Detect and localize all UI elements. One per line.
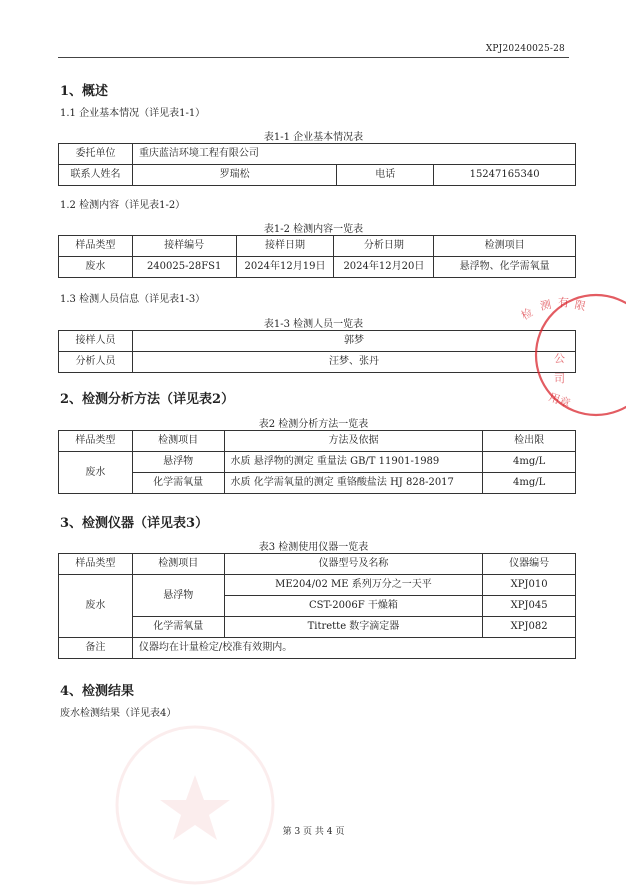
- table-cell: 4mg/L: [483, 452, 576, 473]
- table-cell: XPJ010: [483, 575, 576, 596]
- svg-text:用章: 用章: [546, 390, 573, 411]
- table-cell: XPJ045: [483, 596, 576, 617]
- company-info-table: [58, 143, 576, 186]
- header-cell: 样品类型: [59, 554, 133, 575]
- phone-value: 15247165340: [434, 165, 576, 186]
- detection-content-table: [58, 235, 576, 278]
- note-value: 仪器均在计量检定/校准有效期内。: [132, 638, 575, 659]
- faint-seal-icon: [110, 720, 280, 890]
- table-2-caption: 表2 检测分析方法一览表: [258, 419, 369, 430]
- header-cell: 接样编号: [132, 236, 236, 257]
- header-cell: 样品类型: [59, 236, 133, 257]
- client-value: 重庆蓝洁环境工程有限公司: [132, 144, 575, 165]
- table-cell: 2024年12月20日: [334, 257, 434, 278]
- table-cell: 4mg/L: [483, 473, 576, 494]
- table-cell: 悬浮物: [132, 575, 224, 617]
- svg-text:检: 检: [519, 305, 536, 323]
- page-number: 第 3 页 共 4 页: [282, 827, 345, 837]
- table-row: [59, 473, 576, 494]
- table-row: [59, 452, 576, 473]
- table-cell: ME204/02 ME 系列万分之一天平: [224, 575, 483, 596]
- header-cell: 样品类型: [59, 431, 133, 452]
- header-cell: 检测项目: [132, 431, 224, 452]
- client-label: 委托单位: [59, 144, 133, 165]
- note-label: 备注: [59, 638, 133, 659]
- header-cell: 检测项目: [434, 236, 576, 257]
- table-header-row: [59, 431, 576, 452]
- header-cell: 仪器型号及名称: [224, 554, 483, 575]
- receiver-label: 接样人员: [59, 331, 133, 352]
- header-cell: 检测项目: [132, 554, 224, 575]
- table-row: [59, 257, 576, 278]
- subsection-1-2: 1.2 检测内容（详见表1-2）: [60, 200, 186, 211]
- section-2-title: 2、检测分析方法（详见表2）: [60, 392, 235, 407]
- table-cell: 水质 悬浮物的测定 重量法 GB/T 11901-1989: [224, 452, 483, 473]
- table-cell: 240025-28FS1: [132, 257, 236, 278]
- table-cell: CST-2006F 干燥箱: [224, 596, 483, 617]
- table-cell: XPJ082: [483, 617, 576, 638]
- section-4-sub: 废水检测结果（详见表4）: [60, 708, 177, 719]
- header-cell: 仪器编号: [483, 554, 576, 575]
- section-1-title: 1、概述: [60, 84, 109, 99]
- table-row: [59, 617, 576, 638]
- instrument-table: [58, 553, 576, 659]
- table-header-row: [59, 554, 576, 575]
- svg-text:公: 公: [554, 352, 565, 365]
- method-table: [58, 430, 576, 494]
- svg-text:有: 有: [558, 296, 569, 309]
- table-cell: 悬浮物、化学需氧量: [434, 257, 576, 278]
- table-cell: 水质 化学需氧量的测定 重铬酸盐法 HJ 828-2017: [224, 473, 483, 494]
- header-cell: 分析日期: [334, 236, 434, 257]
- header-cell: 检出限: [483, 431, 576, 452]
- svg-text:限: 限: [573, 298, 587, 314]
- header-rule: [58, 57, 569, 58]
- table-cell: 废水: [59, 257, 133, 278]
- svg-text:测: 测: [538, 297, 553, 313]
- section-4-title: 4、检测结果: [60, 684, 135, 699]
- table-cell: 2024年12月19日: [236, 257, 334, 278]
- table-cell: Titrette 数字滴定器: [224, 617, 483, 638]
- svg-text:司: 司: [554, 372, 565, 385]
- header-cell: 接样日期: [236, 236, 334, 257]
- table-1-2-caption: 表1-2 检测内容一览表: [263, 224, 364, 235]
- table-row: [59, 165, 576, 186]
- phone-label: 电话: [337, 165, 434, 186]
- sample-type-cell: 废水: [59, 575, 133, 638]
- sample-type-cell: 废水: [59, 452, 133, 494]
- document-code: XPJ20240025-28: [485, 44, 565, 54]
- table-header-row: [59, 236, 576, 257]
- analyst-label: 分析人员: [59, 352, 133, 373]
- table-cell: 化学需氧量: [132, 473, 224, 494]
- table-row: [59, 638, 576, 659]
- table-row: [59, 575, 576, 596]
- table-cell: 化学需氧量: [132, 617, 224, 638]
- section-3-title: 3、检测仪器（详见表3）: [60, 516, 209, 531]
- table-3-caption: 表3 检测使用仪器一览表: [258, 542, 369, 553]
- subsection-1-3: 1.3 检测人员信息（详见表1-3）: [60, 294, 206, 305]
- table-cell: 悬浮物: [132, 452, 224, 473]
- table-row: [59, 144, 576, 165]
- analyst-value: 汪梦、张丹: [132, 352, 575, 373]
- receiver-value: 郭梦: [132, 331, 575, 352]
- subsection-1-1: 1.1 企业基本情况（详见表1-1）: [60, 108, 206, 119]
- contact-label: 联系人姓名: [59, 165, 133, 186]
- table-1-3-caption: 表1-3 检测人员一览表: [263, 319, 364, 330]
- header-cell: 方法及依据: [224, 431, 483, 452]
- contact-name: 罗瑞松: [132, 165, 336, 186]
- company-seal-icon: [496, 290, 626, 420]
- table-1-1-caption: 表1-1 企业基本情况表: [263, 132, 364, 143]
